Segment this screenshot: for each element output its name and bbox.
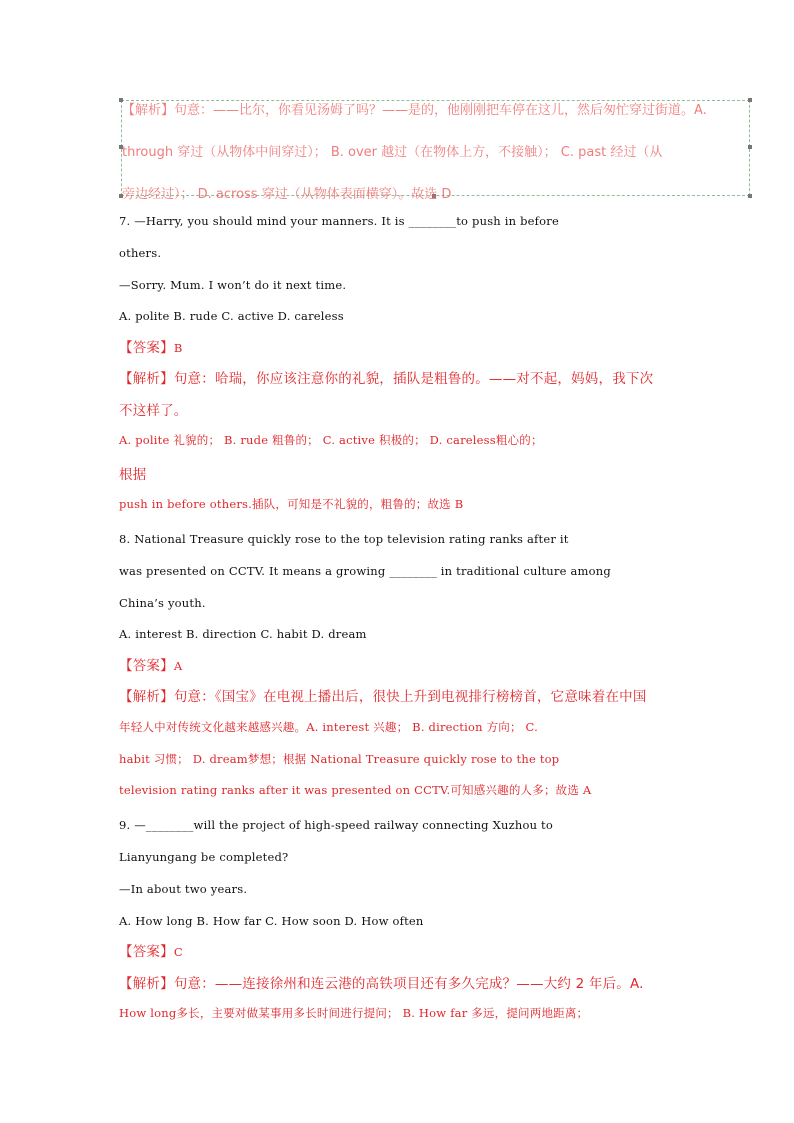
question-stem: China’s youth. xyxy=(119,596,206,610)
faded-analysis-line: 旁边经过）； D. across 穿过（从物体表面横穿）。故选 D xyxy=(122,187,452,202)
answer-value: A xyxy=(173,659,183,673)
analysis-text: 不这样了。 xyxy=(119,403,188,419)
analysis-line xyxy=(119,972,644,992)
answer-line xyxy=(119,336,182,356)
answer-label: 【答案】 xyxy=(119,340,174,356)
analysis-label: 【解析】 xyxy=(119,689,174,705)
analysis-text: push in before others.插队，可知是不礼貌的，粗鲁的；故选 B xyxy=(119,497,464,511)
answer-label: 【答案】 xyxy=(119,944,174,960)
analysis-text: 句意：《国宝》在电视上播出后，很快上升到电视排行榜榜首，它意味着在中国 xyxy=(173,689,647,705)
analysis-label: 【解析】 xyxy=(119,371,174,387)
answer-line xyxy=(119,940,183,960)
analysis-text: habit 习惯； D. dream梦想；根据 National Treasure quickly rose to the top xyxy=(119,752,560,766)
analysis-label: 【解析】 xyxy=(119,976,174,992)
analysis-text: television rating ranks after it was presented on CCTV.可知感兴趣的人多；故选 A xyxy=(119,783,592,797)
faded-analysis-line: 【解析】句意：——比尔，你看见汤姆了吗？——是的，他刚刚把车停在这儿，然后匆忙穿过街道。A. xyxy=(122,103,707,118)
analysis-line xyxy=(119,685,647,705)
answer-options: A. How long B. How far C. How soon D. How often xyxy=(119,914,424,928)
question-stem: others. xyxy=(119,246,162,260)
answer-value: C xyxy=(173,945,183,959)
analysis-line xyxy=(119,367,653,387)
analysis-text: 根据 xyxy=(119,467,147,483)
analysis-text: 年轻人中对传统文化越来越感兴趣。A. interest 兴趣； B. direction 方向； C. xyxy=(119,720,538,734)
question-stem: —In about two years. xyxy=(119,882,248,896)
analysis-text: 句意：哈瑞，你应该注意你的礼貌，插队是粗鲁的。——对不起，妈妈，我下次 xyxy=(173,371,654,387)
analysis-text: 句意：——连接徐州和连云港的高铁项目还有多久完成？——大约 2 年后。A. xyxy=(173,976,644,992)
question-stem: Lianyungang be completed? xyxy=(119,850,289,864)
answer-line xyxy=(119,654,182,674)
answer-label: 【答案】 xyxy=(119,658,174,674)
question-stem: 8. National Treasure quickly rose to the top television rating ranks after it xyxy=(119,532,569,546)
question-stem: 7. —Harry, you should mind your manners. It is ________to push in before xyxy=(119,214,559,228)
question-stem: was presented on CCTV. It means a growing ________ in traditional culture among xyxy=(119,564,611,578)
answer-options: A. interest B. direction C. habit D. dream xyxy=(119,627,367,641)
question-stem: 9. —________will the project of high-speed railway connecting Xuzhou to xyxy=(119,818,553,832)
question-stem: —Sorry. Mum. I won’t do it next time. xyxy=(119,278,347,292)
analysis-text: How long多长，主要对做某事用多长时间进行提问； B. How far 多远，提问两地距离； xyxy=(119,1006,589,1020)
analysis-text: A. polite 礼貌的； B. rude 粗鲁的； C. active 积极的； D. careless粗心的； xyxy=(119,433,543,447)
answer-options: A. polite B. rude C. active D. careless xyxy=(119,309,344,323)
answer-value: B xyxy=(173,341,183,355)
faded-analysis-line: through 穿过（从物体中间穿过）； B. over 越过（在物体上方，不接触）； C. past 经过（从 xyxy=(122,145,663,160)
